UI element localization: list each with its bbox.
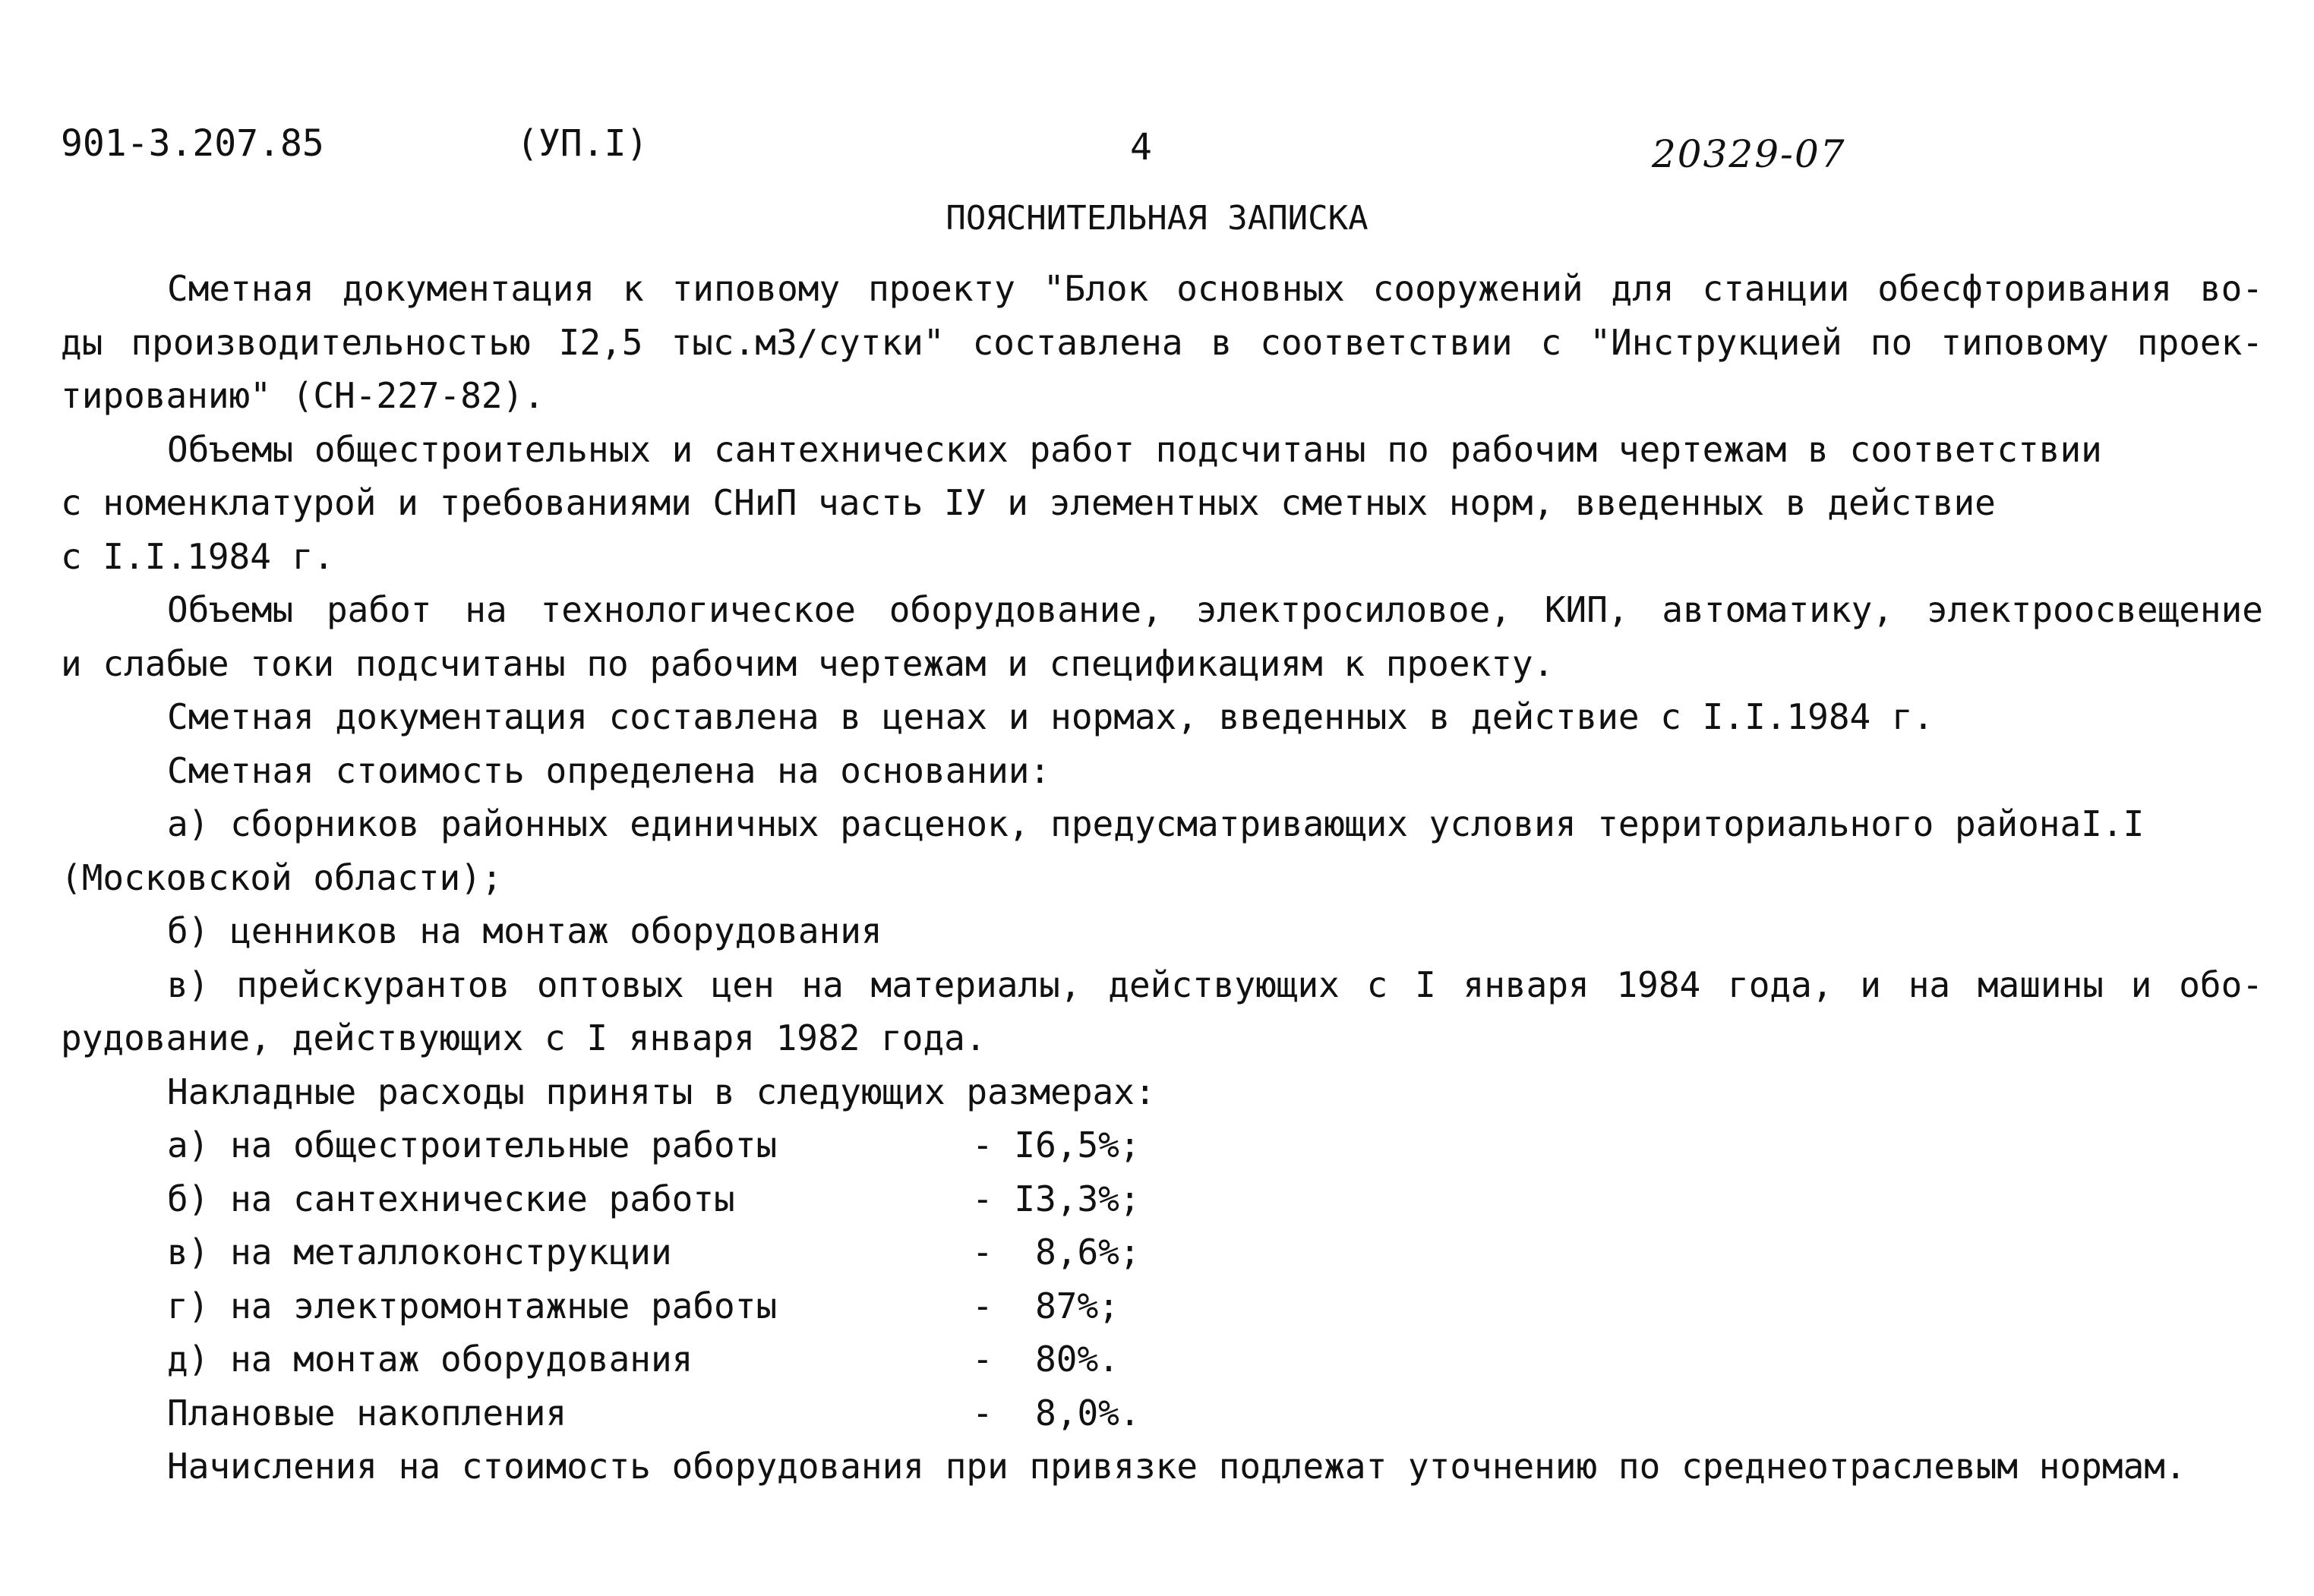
text-line: и слабые токи подсчитаны по рабочим чертежам и спецификациям к проекту. (61, 642, 1555, 684)
text-line: б) ценников на монтаж оборудования (167, 910, 882, 951)
text-line: тированию" (СН-227-82). (61, 375, 545, 416)
rate-row (61, 1172, 2263, 1226)
rate-value: - I6,5%; (972, 1124, 1141, 1165)
text-line: с номенклатурой и требованиями СНиП часть IУ и элементных сметных норм, введенных в действие (61, 482, 1996, 523)
rate-value: - 80%. (972, 1339, 1119, 1380)
rate-row (61, 1386, 2263, 1440)
rate-value: - 87%; (972, 1285, 1119, 1326)
rate-row (61, 1333, 2263, 1386)
text-line: с I.I.1984 г. (61, 535, 335, 577)
rate-row (61, 1279, 2263, 1333)
rate-value: - I3,3%; (972, 1178, 1141, 1219)
text-line: (Московской области); (61, 856, 503, 898)
page-number: 4 (1130, 126, 1152, 169)
rate-row (61, 1118, 2263, 1172)
text-line: Накладные расходы приняты в следующих размерах: (167, 1071, 1156, 1112)
text-line: в) прейскурантов оптовых цен на материалы, действующих с I января 1984 года, и на машины и обо- (167, 964, 2263, 1005)
final-line: Начисления на стоимость оборудования при привязке подлежат уточнению по среднеотраслевым нормам. (167, 1446, 2186, 1487)
rate-row (61, 1225, 2263, 1279)
text-line: ды производительностью I2,5 тыс.м3/сутки" составлена в соответствии с "Инструкцией по типовому проек- (61, 321, 2263, 363)
text-line: Сметная стоимость определена на основании: (167, 749, 1051, 791)
rate-label: Плановые накопления (167, 1392, 567, 1434)
rate-value: - 8,6%; (972, 1232, 1141, 1273)
text-line: Сметная документация к типовому проекту "Блок основных сооружений для станции обесфторивания во- (167, 268, 2263, 309)
rate-value: - 8,0%. (972, 1392, 1141, 1434)
rate-label: б) на сантехнические работы (167, 1178, 735, 1219)
text-line: рудование, действующих с I января 1982 года. (61, 1017, 987, 1058)
rate-label: д) на монтаж оборудования (167, 1339, 693, 1380)
page-title: ПОЯСНИТЕЛЬНАЯ ЗАПИСКА (945, 199, 1369, 238)
text-line: Объемы работ на технологическое оборудование, электросиловое, КИП, автоматику, электроосвещение (167, 589, 2263, 630)
text-line: а) сборников районных единичных расценок, предусматривающих условия территориального районаI.I (167, 803, 2145, 844)
explanatory-note-body (61, 262, 2263, 1493)
rate-label: г) на электромонтажные работы (167, 1285, 778, 1326)
text-line: Объемы общестроительных и сантехнических работ подсчитаны по рабочим чертежам в соответствии (167, 428, 2102, 470)
text-line: Сметная документация составлена в ценах и нормах, введенных в действие с I.I.1984 г. (167, 696, 1934, 737)
album-label: (УП.I) (516, 122, 649, 165)
rate-label: в) на металлоконструкции (167, 1232, 672, 1273)
rate-label: а) на общестроительные работы (167, 1124, 778, 1165)
project-code: 901-3.207.85 (61, 122, 324, 165)
registration-number: 20329-07 (1652, 132, 1846, 176)
